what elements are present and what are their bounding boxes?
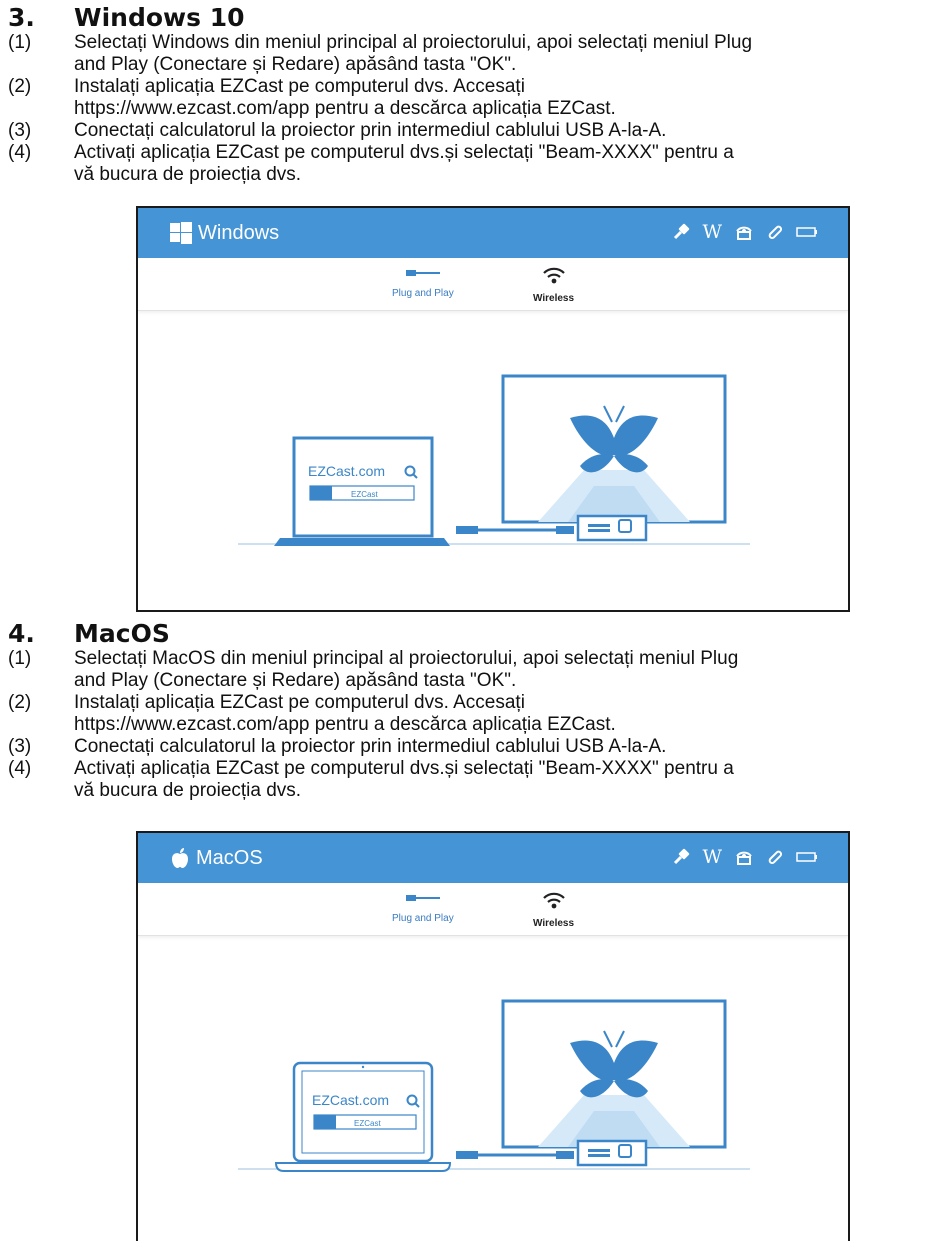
connection-illustration [138, 310, 848, 610]
connection-illustration [138, 935, 848, 1235]
macbook-icon [276, 1063, 450, 1171]
step-item: (3) Conectați calculatorul la proiector prin intermediul cablului USB A-la-A. [8, 120, 667, 141]
status-icons [672, 847, 818, 867]
tab-wireless[interactable]: Wireless [533, 891, 574, 929]
link-icon [766, 848, 784, 866]
laptop-button-text: EZCast [351, 490, 378, 499]
status-icons [672, 222, 818, 242]
windows-logo-icon [170, 222, 192, 244]
usb-cable-icon [405, 891, 441, 909]
section-title: Windows 10 [74, 3, 245, 32]
step-item: (1) Selectați Windows din meniul principal al proiectorului, apoi selectați meniul Plug and Play (Conectare și Redare) apăsând tasta "OK". [8, 32, 753, 75]
laptop-icon [274, 438, 450, 546]
wifi-icon [542, 266, 566, 289]
screenshot-macos [136, 831, 850, 1241]
projector-icon [578, 1141, 646, 1165]
os-label: MacOS [196, 846, 263, 869]
step-item: (1) Selectați MacOS din meniul principal al proiectorului, apoi selectați meniul Plug and Play (Conectare și Redare) apăsând tasta "OK". [8, 648, 739, 691]
laptop-button-text: EZCast [354, 1119, 381, 1128]
screenshot-windows [136, 206, 850, 612]
apple-logo-icon [170, 847, 190, 869]
usb-cable-icon [405, 266, 441, 284]
tab-bar [138, 258, 848, 311]
section-title: MacOS [74, 619, 170, 648]
tab-bar [138, 883, 848, 936]
battery-icon [796, 226, 818, 238]
step-item: (3) Conectați calculatorul la proiector prin intermediul cablului USB A-la-A. [8, 736, 667, 757]
usb-icon [672, 848, 690, 866]
wifi-w-icon: W [702, 846, 722, 868]
network-icon [734, 848, 754, 866]
step-item: (2) Instalați aplicația EZCast pe computerul dvs. Accesați https://www.ezcast.com/app pentru a descărca aplicația EZCast. [8, 76, 616, 119]
wifi-w-icon: W [702, 221, 722, 243]
tv-screen [503, 1001, 725, 1147]
section-windows [0, 0, 950, 612]
tab-plug-and-play[interactable]: Plug and Play [392, 891, 454, 924]
usb-cable [456, 1151, 574, 1159]
network-icon [734, 223, 754, 241]
tab-wireless[interactable]: Wireless [533, 266, 574, 304]
title-bar [138, 833, 848, 883]
laptop-site-text: EZCast.com [312, 1092, 390, 1108]
step-item: (4) Activați aplicația EZCast pe computerul dvs.și selectați "Beam-XXXX" pentru a vă bucura de proiecția dvs. [8, 142, 734, 185]
title-bar [138, 208, 848, 258]
usb-cable [456, 526, 574, 534]
step-list [8, 648, 934, 802]
os-label: Windows [198, 221, 280, 244]
step-item: (2) Instalați aplicația EZCast pe computerul dvs. Accesați https://www.ezcast.com/app pentru a descărca aplicația EZCast. [8, 692, 616, 735]
usb-icon [672, 223, 690, 241]
section-macos [0, 616, 950, 1237]
projector-icon [578, 516, 646, 540]
laptop-site-text: EZCast.com [308, 463, 386, 479]
link-icon [766, 223, 784, 241]
step-list [8, 32, 934, 186]
step-item: (4) Activați aplicația EZCast pe computerul dvs.și selectați "Beam-XXXX" pentru a vă bucura de proiecția dvs. [8, 758, 734, 801]
section-heading: 3. Windows 10 [8, 3, 245, 32]
tab-plug-and-play[interactable]: Plug and Play [392, 266, 454, 299]
battery-icon [796, 851, 818, 863]
tv-screen [503, 376, 725, 522]
wifi-icon [542, 891, 566, 914]
section-heading: 4. MacOS [8, 619, 170, 648]
